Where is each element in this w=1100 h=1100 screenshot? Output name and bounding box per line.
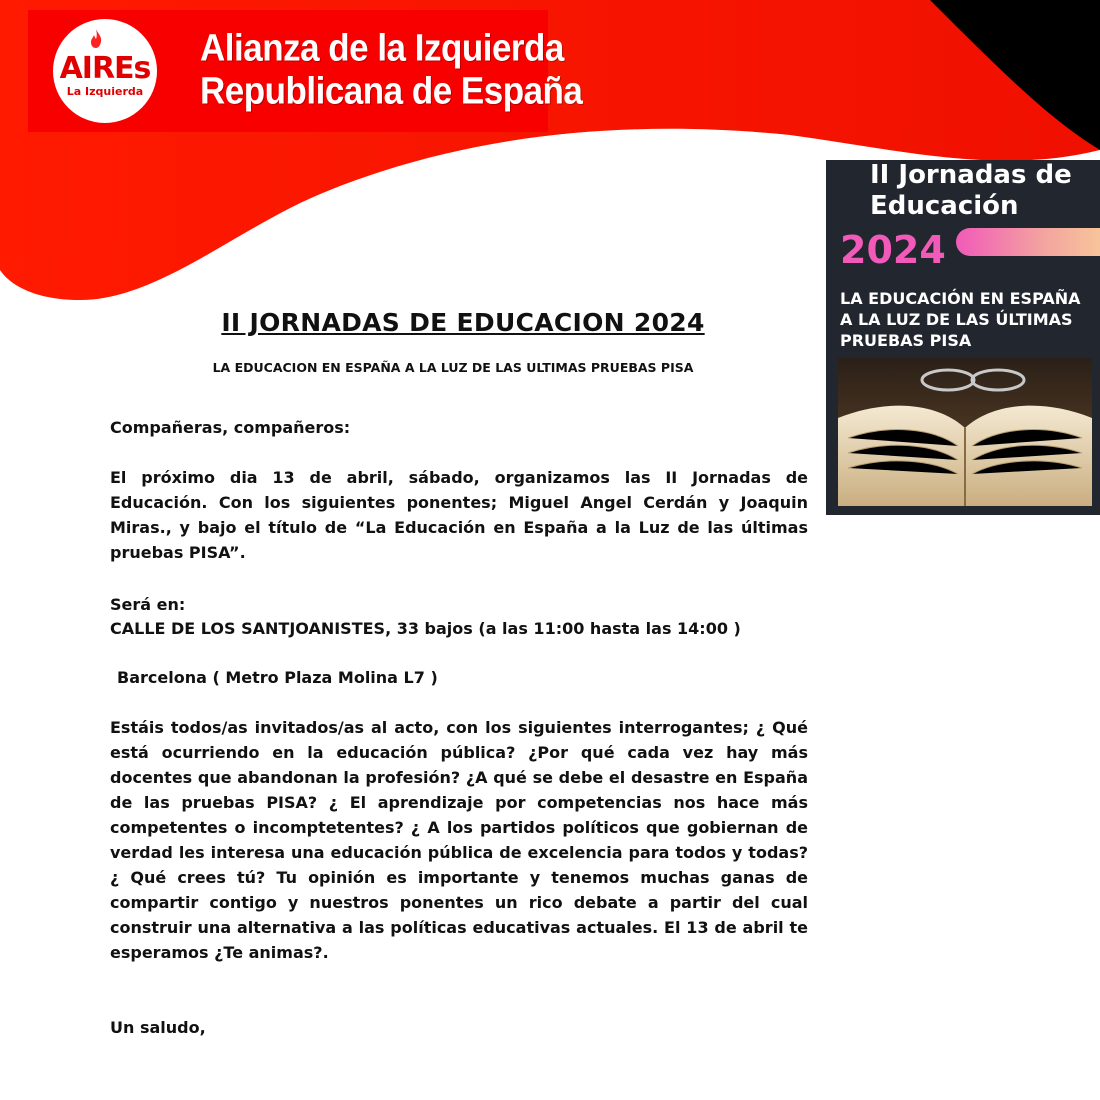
logo-text: AIREs <box>59 50 151 86</box>
poster-subtitle-line2: A LA LUZ DE LAS ÚLTIMAS <box>840 310 1073 329</box>
flame-icon <box>89 29 103 49</box>
poster-title-line1: II Jornadas de <box>870 160 1072 190</box>
header-banner <box>28 10 583 132</box>
poster-year: 2024 <box>840 228 946 272</box>
poster-title-line2: Educación <box>870 191 1019 221</box>
closing: Un saludo, <box>110 1018 206 1037</box>
event-poster <box>826 160 1100 515</box>
document-title: II JORNADAS DE EDUCACION 2024 <box>221 308 705 337</box>
document-subtitle: LA EDUCACION EN ESPAÑA A LA LUZ DE LAS ULTIMAS PRUEBAS PISA <box>212 360 694 375</box>
poster-title <box>870 160 1072 222</box>
address: CALLE DE LOS SANTJOANISTES, 33 bajos (a las 11:00 hasta las 14:00 ) <box>110 619 741 638</box>
poster-subtitle-line1: LA EDUCACIÓN EN ESPAÑA <box>840 289 1081 308</box>
aires-logo <box>53 19 157 123</box>
city: Barcelona ( Metro Plaza Molina L7 ) <box>117 668 438 687</box>
org-name-line1: Alianza de la Izquierda <box>200 26 564 69</box>
questions-paragraph: Estáis todos/as invitados/as al acto, con los siguientes interrogantes; ¿ Qué está ocurriendo en la educación pública? ¿Por qué cada vez hay más docentes que abandonan la profesión? ¿A qué se debe el desastre en España de las pruebas PISA? ¿ El aprendizaje por competencias nos hace más competentes o incomptetentes? ¿ A los partidos políticos que gobiernan de verdad les interesa una educación pública de excelencia para todos y todas? ¿ Qué crees tú? Tu opinión es importante y tenemos muchas ganas de compartir contigo y nuestros ponentes un rico debate a partir del cual construir una alternativa a las políticas educativas actuales. El 13 de abril te esperamos ¿Te animas?. <box>110 718 808 962</box>
organization-name <box>200 27 582 113</box>
greeting: Compañeras, compañeros: <box>110 418 351 437</box>
open-book-with-glasses-image <box>838 358 1092 506</box>
logo-subtext: La Izquierda <box>66 84 144 98</box>
org-name-line2: Republicana de España <box>200 70 583 113</box>
poster-subtitle-line3: PRUEBAS PISA <box>840 331 972 350</box>
poster-gradient-bar <box>956 228 1100 256</box>
location-label: Será en: <box>110 595 186 614</box>
invitation-paragraph: El próximo dia 13 de abril, sábado, organizamos las II Jornadas de Educación. Con los siguientes ponentes; Miguel Angel Cerdán y Joaquin Miras., y bajo el título de “La Educación en España a la Luz de las últimas pruebas PISA”. <box>110 468 808 562</box>
